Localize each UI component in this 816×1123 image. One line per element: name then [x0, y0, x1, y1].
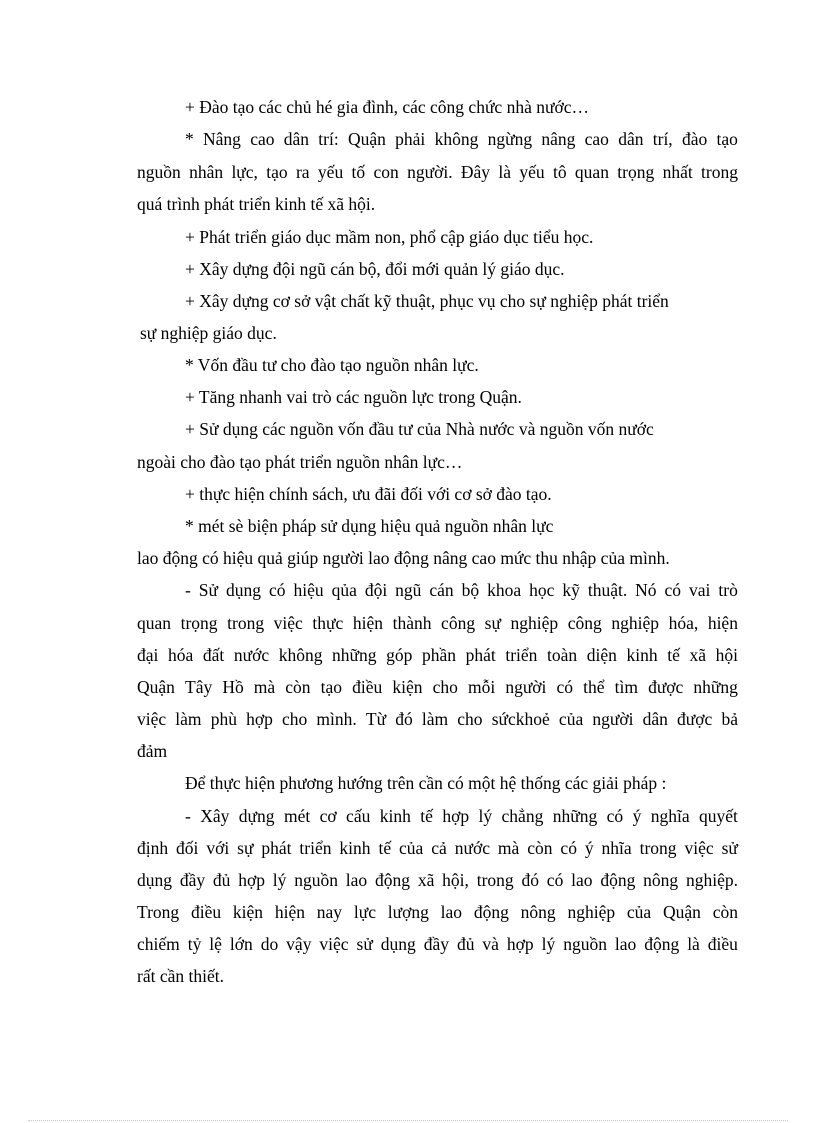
text-line-13: + thực hiện chính sách, ưu đãi đối với cơ sở đào tạo.	[185, 484, 552, 504]
text-line-20: việc làm phù hợp cho mình. Từ đó làm cho sứckhoẻ của người dân được bả	[137, 709, 738, 729]
page-bottom-rule	[28, 1120, 788, 1121]
text-line-27: chiếm tỷ lệ lớn do vậy việc sử dụng đầy đủ và hợp lý nguồn lao động là điều	[137, 934, 738, 954]
text-line-19: Quận Tây Hồ mà còn tạo điều kiện cho mỗi người có thể tìm được những	[137, 677, 738, 697]
text-line-2: * Nâng cao dân trí: Quận phải không ngừng nâng cao dân trí, đào tạo	[185, 129, 738, 149]
text-line-11: + Sử dụng các nguồn vốn đầu tư của Nhà nước và nguồn vốn nước	[185, 419, 654, 439]
text-line-24: định đối với sự phát triển kinh tế của cả nước mà còn có ý nhĩa trong việc sử	[137, 838, 738, 858]
text-line-23: - Xây dựng mét cơ cấu kinh tế hợp lý chẳng những có ý nghĩa quyết	[185, 806, 738, 826]
text-line-25: dụng đầy đủ hợp lý nguồn lao động xã hội, trong đó có lao động nông nghiệp.	[137, 870, 738, 890]
text-line-22: Để thực hiện phương hướng trên cần có một hệ thống các giải pháp :	[185, 773, 667, 793]
text-line-14: * mét sè biện pháp sử dụng hiệu quả nguồn nhân lực	[185, 516, 554, 536]
text-line-1: + Đào tạo các chủ hé gia đình, các công chức nhà nước…	[185, 97, 589, 117]
text-line-4: quá trình phát triển kinh tế xã hội.	[137, 194, 376, 214]
text-line-7: + Xây dựng cơ sở vật chất kỹ thuật, phục vụ cho sự nghiệp phát triển	[185, 291, 669, 311]
text-line-8: sự nghiệp giáo dục.	[140, 323, 277, 343]
text-line-21: đảm	[137, 741, 168, 761]
text-line-17: quan trọng trong việc thực hiện thành công sự nghiệp công nghiệp hóa, hiện	[137, 613, 738, 633]
text-line-9: * Vốn đầu tư cho đào tạo nguồn nhân lực.	[185, 355, 479, 375]
text-line-12: ngoài cho đào tạo phát triển nguồn nhân lực…	[137, 452, 463, 472]
text-line-28: rất cần thiết.	[137, 966, 224, 986]
text-line-18: đại hóa đất nước không những góp phần phát triển toàn diện kinh tế xã hội	[137, 645, 738, 665]
text-line-10: + Tăng nhanh vai trò các nguồn lực trong Quận.	[185, 387, 522, 407]
text-line-26: Trong điều kiện hiện nay lực lượng lao động nông nghiệp của Quận còn	[137, 902, 738, 922]
text-line-3: nguồn nhân lực, tạo ra yếu tố con người. Đây là yếu tô quan trọng nhất trong	[137, 162, 738, 182]
text-line-15: lao động có hiệu quả giúp người lao động nâng cao mức thu nhập của mình.	[137, 548, 670, 568]
text-line-5: + Phát triển giáo dục mầm non, phổ cập giáo dục tiểu học.	[185, 227, 594, 247]
text-line-6: + Xây dựng đội ngũ cán bộ, đổi mới quản lý giáo dục.	[185, 259, 565, 279]
text-line-16: - Sử dụng có hiệu qủa đội ngũ cán bộ khoa học kỹ thuật. Nó có vai trò	[185, 580, 738, 600]
